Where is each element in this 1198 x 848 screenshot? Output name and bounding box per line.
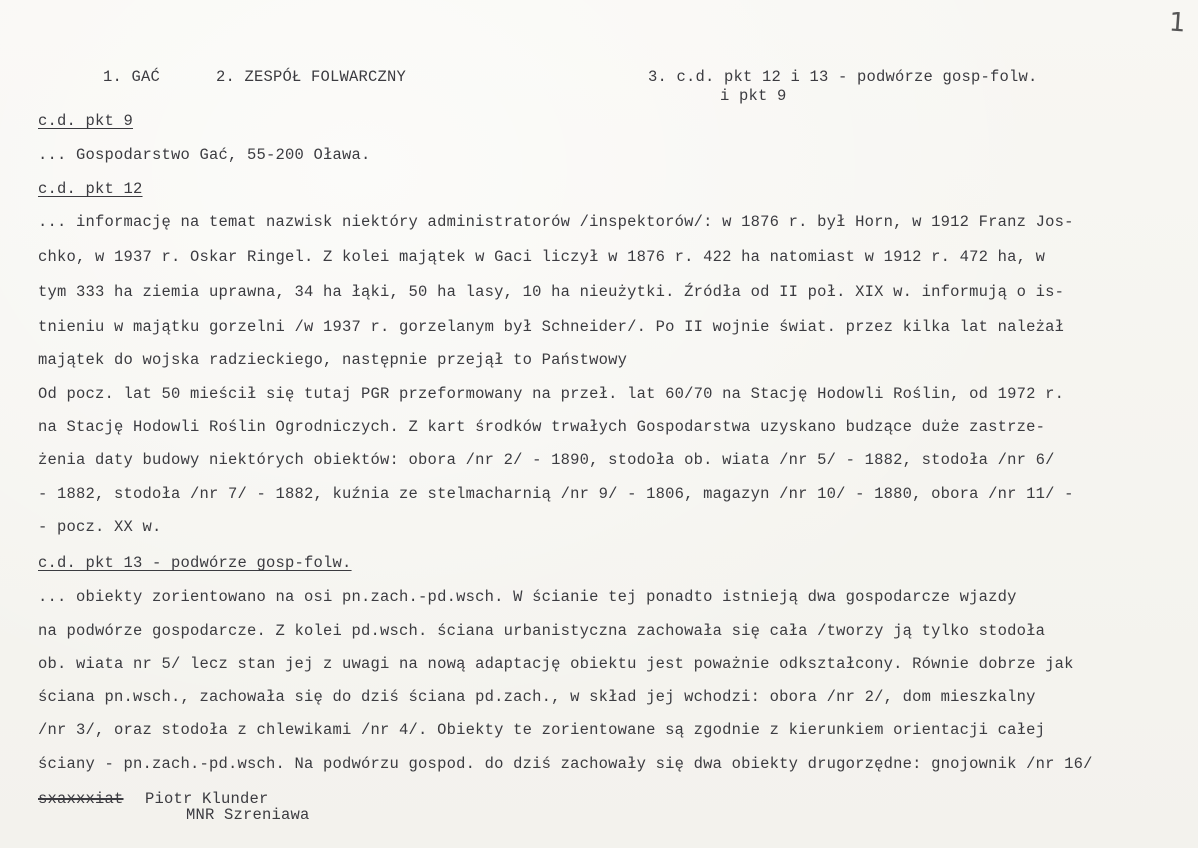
struck-text: sxaxxxiat bbox=[38, 790, 124, 808]
signature-name: Piotr Klunder bbox=[145, 790, 269, 808]
section-12-line: - pocz. XX w. bbox=[38, 518, 162, 536]
section-12-line: ... informację na temat nazwisk niektóry administratorów /inspektorów/: w 1876 r. był Horn, w 1912 Franz Jos- bbox=[38, 213, 1074, 231]
section-12-line: chko, w 1937 r. Oskar Ringel. Z kolei majątek w Gaci liczył w 1876 r. 422 ha natomiast w 1912 r. 472 ha, w bbox=[38, 248, 1046, 266]
header-item-2: 2. ZESPÓŁ FOLWARCZNY bbox=[216, 68, 407, 86]
section-13-line: na podwórze gospodarcze. Z kolei pd.wsch. ściana urbanistyczna zachowała się cała /tworzy ją tylko stodoła bbox=[38, 622, 1046, 640]
header-item-3-line-2: i pkt 9 bbox=[720, 87, 787, 105]
section-13-line: ob. wiata nr 5/ lecz stan jej z uwagi na nową adaptację obiektu jest poważnie odkształcony. Równie dobrze jak bbox=[38, 655, 1074, 673]
section-12-line: Od pocz. lat 50 mieścił się tutaj PGR przeformowany na przeł. lat 60/70 na Stację Hodowli Roślin, od 1972 r. bbox=[38, 385, 1065, 403]
page-number: 1 bbox=[1168, 7, 1188, 39]
section-12-heading: c.d. pkt 12 bbox=[38, 180, 143, 198]
section-13-line: /nr 3/, oraz stodoła z chlewikami /nr 4/. Obiekty te zorientowane są zgodnie z kierunkiem orientacji całej bbox=[38, 721, 1046, 739]
section-12-line: majątek do wojska radzieckiego, następnie przejął to Państwowy bbox=[38, 351, 628, 369]
section-13-line: ściany - pn.zach.-pd.wsch. Na podwórzu gospod. do dziś zachowały się dwa obiekty drugorzędne: gnojownik /nr 16/ bbox=[38, 755, 1093, 773]
signature-institution: MNR Szreniawa bbox=[186, 806, 310, 824]
section-13-line: ściana pn.wsch., zachowała się do dziś ściana pd.zach., w skład jej wchodzi: obora /nr 2/, dom mieszkalny bbox=[38, 688, 1036, 706]
header-item-3-line-1: 3. c.d. pkt 12 i 13 - podwórze gosp-folw. bbox=[648, 68, 1038, 86]
section-12-line: - 1882, stodoła /nr 7/ - 1882, kuźnia ze stelmacharnią /nr 9/ - 1806, magazyn /nr 10/ - 1880, obora /nr 11/ - bbox=[38, 485, 1074, 503]
section-9-heading: c.d. pkt 9 bbox=[38, 112, 134, 130]
section-12-line: tym 333 ha ziemia uprawna, 34 ha łąki, 50 ha lasy, 10 ha nieużytki. Źródła od II poł. XIX w. informują o is- bbox=[38, 283, 1065, 301]
section-12-line: żenia daty budowy niektórych obiektów: obora /nr 2/ - 1890, stodoła ob. wiata /nr 5/ - 1882, stodoła /nr 6/ bbox=[38, 451, 1055, 469]
section-13-heading: c.d. pkt 13 - podwórze gosp-folw. bbox=[38, 554, 352, 572]
section-12-line: na Stację Hodowli Roślin Ogrodniczych. Z kart środków trwałych Gospodarstwa uzyskano budzące duże zastrze- bbox=[38, 418, 1046, 436]
section-12-line: tnieniu w majątku gorzelni /w 1937 r. gorzelanym był Schneider/. Po II wojnie świat. przez kilka lat należał bbox=[38, 318, 1065, 336]
header-item-1: 1. GAĆ bbox=[103, 68, 161, 86]
section-13-line: ... obiekty zorientowano na osi pn.zach.-pd.wsch. W ścianie tej ponadto istnieją dwa gospodarcze wjazdy bbox=[38, 588, 1017, 606]
section-9-line: ... Gospodarstwo Gać, 55-200 Oława. bbox=[38, 146, 371, 164]
